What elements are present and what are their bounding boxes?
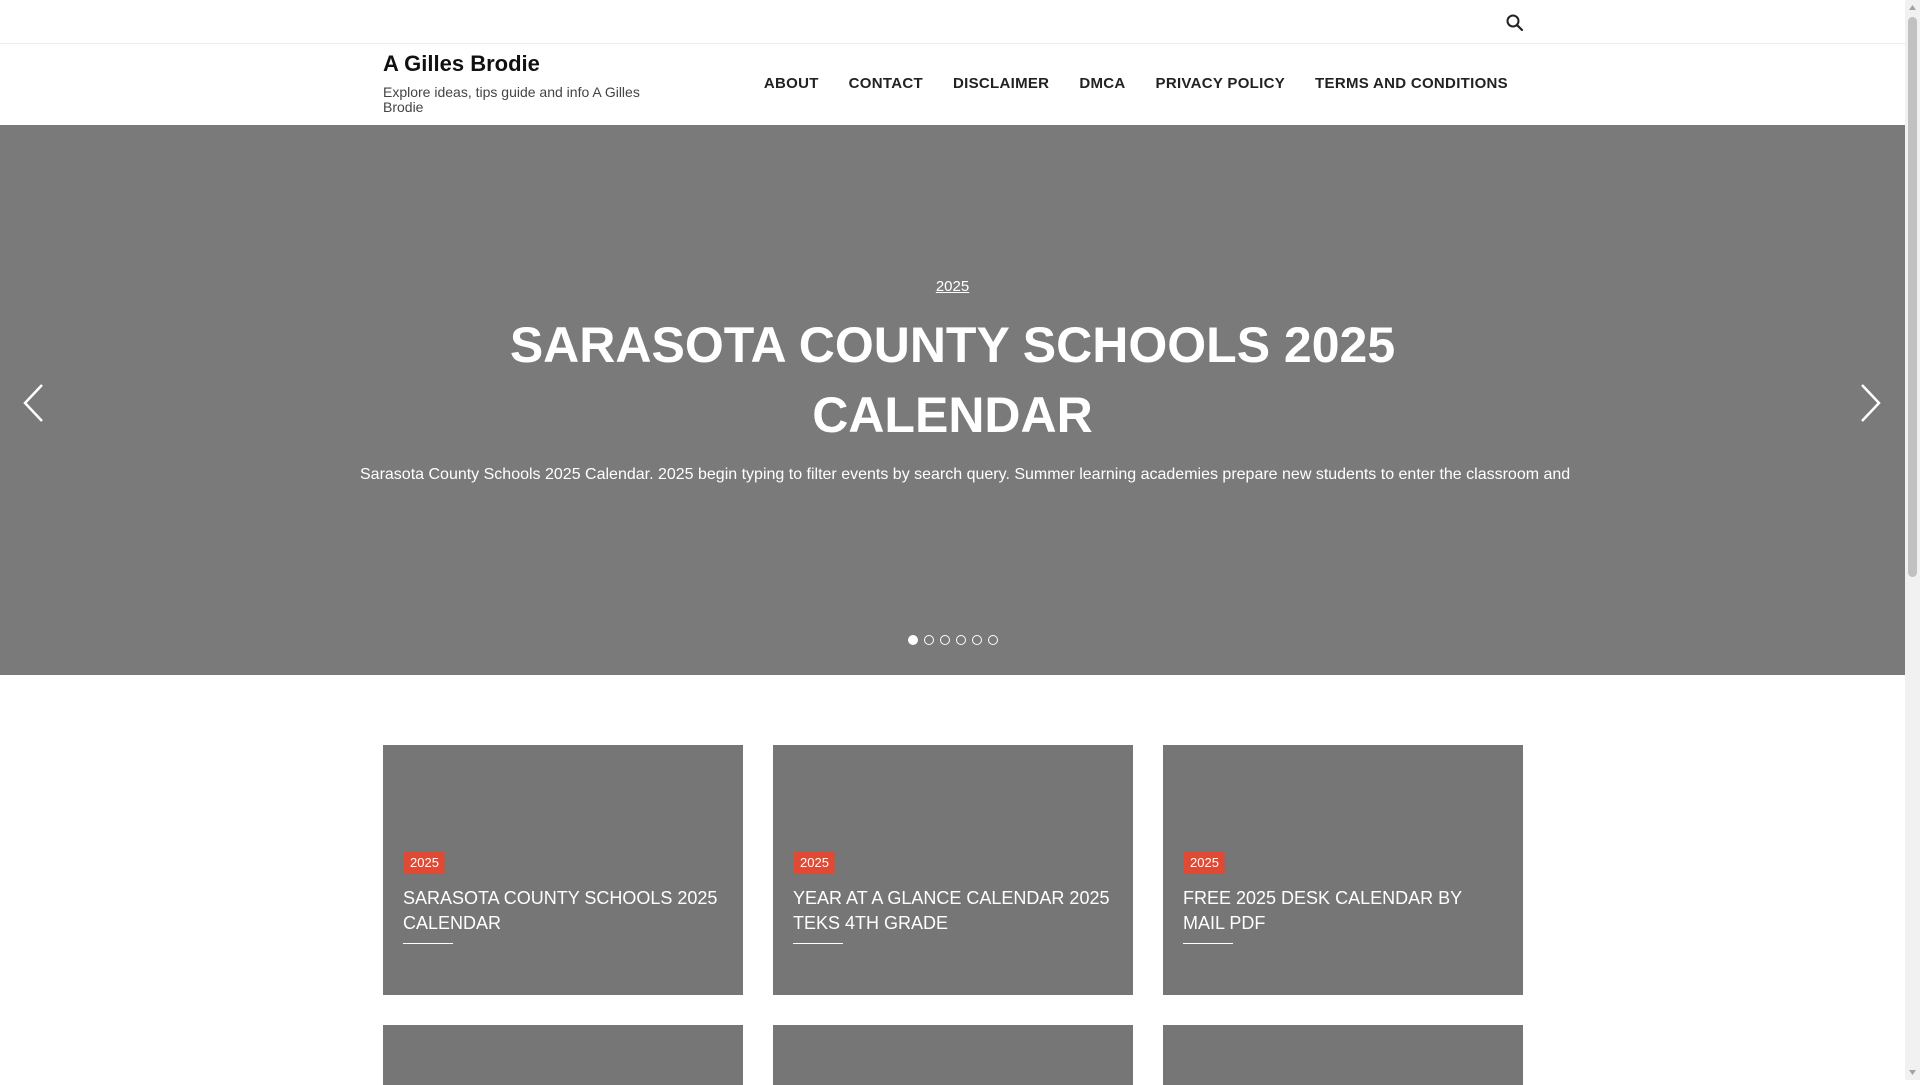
nav-link-contact[interactable]: CONTACT [848,75,923,92]
post-card[interactable] [773,745,1133,995]
chevron-right-icon [1852,378,1888,428]
post-card[interactable] [383,1025,743,1085]
triangle-up-icon [1905,0,1920,15]
featured-slider [0,125,1905,675]
slider-dot-1[interactable] [908,635,918,645]
slide-title[interactable]: SARASOTA COUNTY SCHOOLS 2025 CALENDAR [509,317,1396,443]
slide-content [360,125,1571,484]
slider-dot-3[interactable] [940,635,950,645]
search-button[interactable] [1504,12,1526,34]
site-branding [383,51,673,115]
slider-dot-6[interactable] [988,635,998,645]
nav-link-privacy-policy[interactable]: PRIVACY POLICY [1155,75,1286,92]
title-underline [403,943,453,944]
post-card[interactable] [1163,745,1523,995]
slider-pagination [0,635,1905,645]
title-underline [793,943,843,944]
nav-link-about[interactable]: ABOUT [763,75,819,92]
triangle-down-icon [1905,1065,1920,1080]
slider-next-button[interactable] [1852,378,1888,428]
scroll-up-button[interactable] [1905,0,1920,15]
nav-link-terms-and-conditions[interactable]: TERMS AND CONDITIONS [1315,75,1508,92]
slide-excerpt: Sarasota County Schools 2025 Calendar. 2025 begin typing to filter events by search query. Summer learning academies prepare new students to enter the classroom and [360,466,1571,483]
post-title[interactable]: SARASOTA COUNTY SCHOOLS 2025 CALENDAR [403,888,718,933]
top-bar [0,0,1905,44]
slider-dot-4[interactable] [956,635,966,645]
title-underline [1183,943,1233,944]
post-category-badge[interactable]: 2025 [404,852,445,874]
chevron-left-icon [16,378,52,428]
post-category-badge[interactable]: 2025 [1184,852,1225,874]
post-title[interactable]: YEAR AT A GLANCE CALENDAR 2025 TEKS 4TH GRADE [793,888,1110,933]
site-tagline: Explore ideas, tips guide and info A Gilles Brodie [383,84,640,115]
post-card[interactable] [1163,1025,1523,1085]
post-category-badge[interactable]: 2025 [794,852,835,874]
post-title[interactable]: FREE 2025 DESK CALENDAR BY MAIL PDF [1183,888,1462,933]
search-icon [1504,12,1526,34]
nav-link-disclaimer[interactable]: DISCLAIMER [952,75,1050,92]
site-header [0,45,1905,125]
slider-dot-5[interactable] [972,635,982,645]
post-card[interactable] [383,745,743,995]
slider-prev-button[interactable] [16,378,52,428]
scrollbar-thumb[interactable] [1908,17,1917,577]
scroll-down-button[interactable] [1905,1065,1920,1080]
main-navigation [749,75,1523,92]
site-title-link[interactable]: A Gilles Brodie [383,51,540,76]
slide-category-link[interactable]: 2025 [935,278,970,295]
nav-link-dmca[interactable]: DMCA [1079,75,1126,92]
slider-dot-2[interactable] [924,635,934,645]
post-card[interactable] [773,1025,1133,1085]
